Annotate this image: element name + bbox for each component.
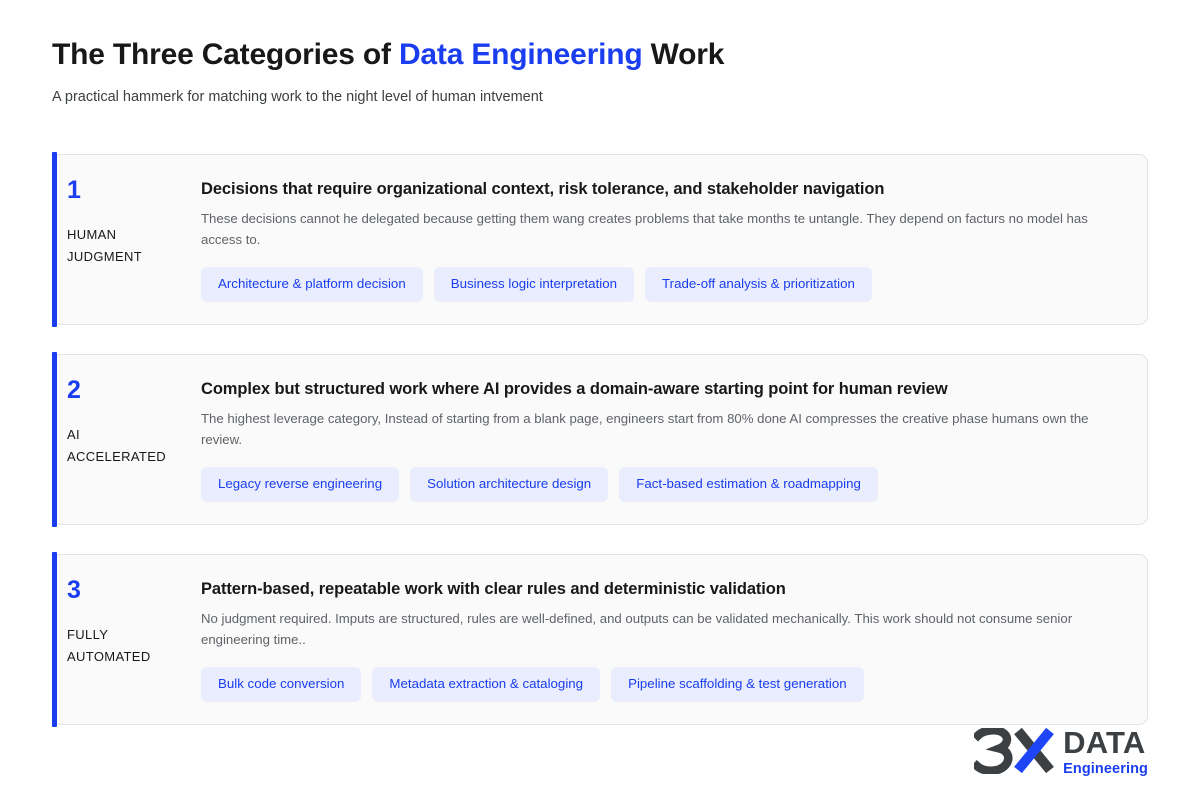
card-body: [201, 577, 1123, 702]
category-card: [52, 154, 1148, 325]
card-description: These decisions cannot he delegated because getting them wang creates problems that take months te untangle. They depend on facturs no model has access to.: [201, 211, 1088, 247]
card-pill[interactable]: Legacy reverse engineering: [201, 467, 399, 502]
card-pill[interactable]: Solution architecture design: [410, 467, 608, 502]
page-subtitle: A practical hammerk for matching work to the night level of human intvement: [52, 88, 543, 105]
card-heading: Complex but structured work where AI provides a domain-aware starting point for human review: [201, 379, 948, 398]
logo-word-data: DATA: [1063, 724, 1146, 760]
card-heading: Decisions that require organizational context, risk tolerance, and stakeholder navigation: [201, 179, 885, 198]
card-index: [53, 177, 201, 269]
card-pill[interactable]: Metadata extraction & cataloging: [372, 667, 600, 702]
card-number: 3: [67, 575, 81, 604]
category-card: [52, 554, 1148, 725]
brand-logo: [974, 724, 1148, 777]
card-pill-row: [201, 667, 1123, 702]
card-pill-row: [201, 467, 1123, 502]
page-title-suffix: Work: [642, 38, 725, 71]
page-title-prefix: The Three Categories of: [52, 38, 399, 71]
logo-wordmark: [1063, 724, 1148, 777]
logo-word-engineering: Engineering: [1063, 760, 1148, 777]
card-pill-row: [201, 267, 1123, 302]
card-pill[interactable]: Business logic interpretation: [434, 267, 634, 302]
card-pill[interactable]: Pipeline scaffolding & test generation: [611, 667, 864, 702]
header: [52, 0, 1148, 107]
card-tag-line-2: AUTOMATED: [67, 649, 151, 665]
card-index: [53, 377, 201, 469]
card-tag-line-2: JUDGMENT: [67, 249, 143, 265]
card-description: No judgment required. Imputs are structured, rules are well-defined, and outputs can be validated mechanically. This work should not consume senior engineering time..: [201, 611, 1073, 647]
card-accent-bar: [52, 552, 57, 727]
card-number: 2: [67, 375, 81, 404]
card-pill[interactable]: Fact-based estimation & roadmapping: [619, 467, 878, 502]
card-tag-line-1: HUMAN: [67, 226, 117, 242]
page-title: [52, 36, 1148, 74]
card-pill[interactable]: Architecture & platform decision: [201, 267, 423, 302]
card-accent-bar: [52, 152, 57, 327]
card-description: The highest leverage category, Instead of starting from a blank page, engineers start from 80% done AI compresses the creative phase humans own the review.: [201, 411, 1089, 447]
card-heading: Pattern-based, repeatable work with clear rules and deterministic validation: [201, 579, 786, 598]
card-pill[interactable]: Bulk code conversion: [201, 667, 361, 702]
page-title-accent: Data Engineering: [398, 38, 643, 71]
category-card: [52, 354, 1148, 525]
category-card-list: [52, 154, 1148, 725]
card-tag-line-1: FULLY: [67, 626, 109, 642]
card-number: 1: [67, 175, 81, 204]
logo-3x-icon: [974, 728, 1056, 774]
card-accent-bar: [52, 352, 57, 527]
card-tag-line-1: AI: [67, 426, 80, 442]
card-body: [201, 177, 1123, 302]
card-pill[interactable]: Trade-off analysis & prioritization: [645, 267, 872, 302]
card-tag-line-2: ACCELERATED: [67, 449, 166, 465]
card-index: [53, 577, 201, 669]
card-body: [201, 377, 1123, 502]
